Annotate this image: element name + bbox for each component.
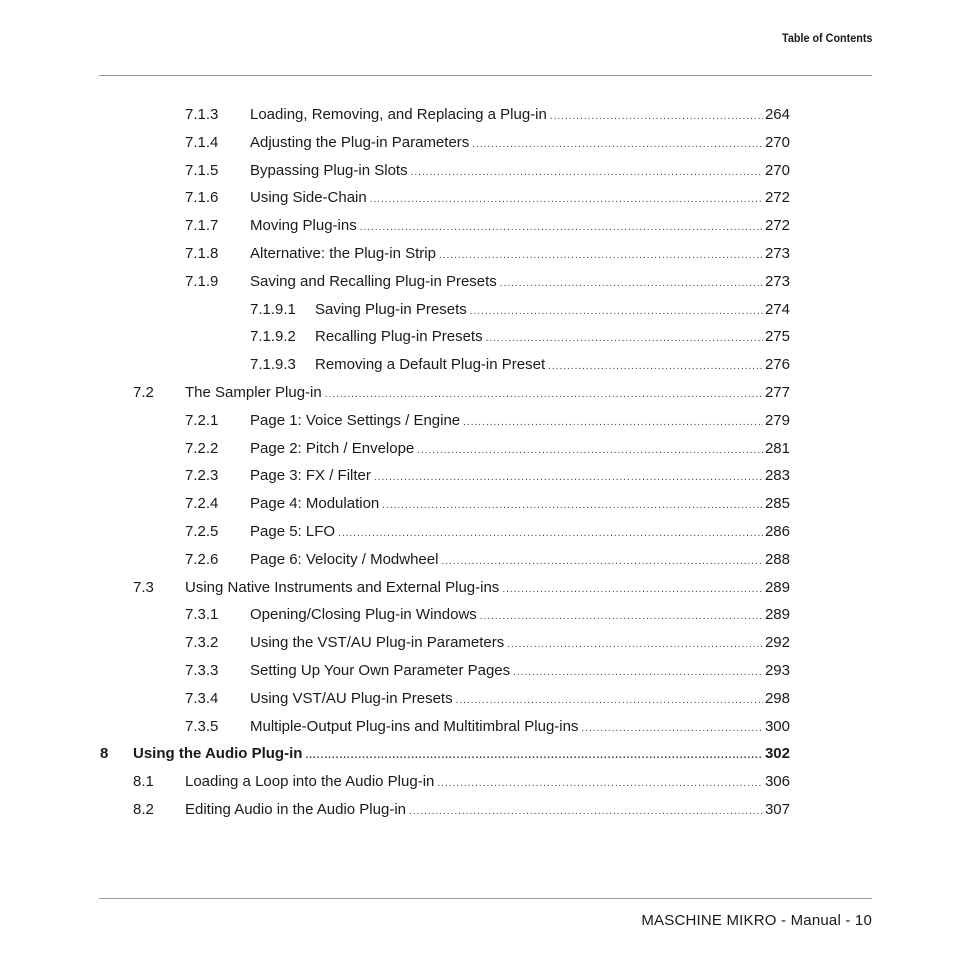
toc-entry-title[interactable]: Page 5: LFO bbox=[250, 523, 336, 540]
toc-entry[interactable] bbox=[0, 437, 954, 461]
toc-entry-title[interactable]: Multiple-Output Plug-ins and Multitimbral Plug-ins bbox=[250, 718, 579, 735]
toc-dot-leader bbox=[382, 494, 763, 518]
toc-entry[interactable] bbox=[0, 270, 954, 294]
toc-entry-page-number[interactable]: 307 bbox=[764, 801, 790, 818]
toc-entry-title[interactable]: Editing Audio in the Audio Plug-in bbox=[185, 801, 406, 818]
toc-entry-title[interactable]: Setting Up Your Own Parameter Pages bbox=[250, 662, 511, 679]
toc-entry-number: 7.2.2 bbox=[185, 440, 219, 457]
toc-entry[interactable] bbox=[0, 464, 954, 488]
toc-entry-title[interactable]: Using the Audio Plug-in bbox=[133, 745, 303, 762]
toc-dot-leader bbox=[360, 216, 763, 240]
toc-entry-number: 8 bbox=[100, 745, 109, 762]
toc-entry-number: 7.3.3 bbox=[185, 662, 219, 679]
toc-dot-leader bbox=[486, 327, 763, 351]
toc-entry-page-number[interactable]: 272 bbox=[764, 217, 790, 234]
toc-entry-line[interactable] bbox=[250, 242, 790, 268]
toc-entry-line[interactable] bbox=[315, 353, 790, 379]
toc-entry-line[interactable] bbox=[250, 214, 790, 240]
toc-entry[interactable] bbox=[0, 242, 954, 266]
toc-entry-page-number[interactable]: 286 bbox=[764, 523, 790, 540]
toc-dot-leader bbox=[456, 689, 763, 713]
toc-entry-title[interactable]: Page 4: Modulation bbox=[250, 495, 380, 512]
toc-entry-title[interactable]: Opening/Closing Plug-in Windows bbox=[250, 606, 477, 623]
toc-dot-leader bbox=[550, 105, 763, 129]
toc-entry-line[interactable] bbox=[185, 770, 790, 796]
toc-entry-page-number[interactable]: 264 bbox=[764, 106, 790, 123]
header-divider bbox=[99, 75, 872, 76]
toc-entry-page-number[interactable]: 289 bbox=[764, 579, 790, 596]
toc-entry-page-number[interactable]: 306 bbox=[764, 773, 790, 790]
toc-entry-line[interactable] bbox=[250, 464, 790, 490]
toc-entry-title[interactable]: Page 3: FX / Filter bbox=[250, 467, 371, 484]
toc-entry[interactable] bbox=[0, 409, 954, 433]
toc-entry-number: 7.1.3 bbox=[185, 106, 219, 123]
toc-dot-leader bbox=[472, 133, 763, 157]
toc-dot-leader bbox=[548, 355, 763, 379]
toc-entry-number: 7.1.5 bbox=[185, 162, 219, 179]
toc-entry-title[interactable]: Bypassing Plug-in Slots bbox=[250, 162, 408, 179]
toc-entry[interactable] bbox=[0, 603, 954, 627]
toc-entry-number: 7.1.6 bbox=[185, 189, 219, 206]
toc-entry-page-number[interactable]: 279 bbox=[764, 412, 790, 429]
toc-entry-page-number[interactable]: 275 bbox=[764, 328, 790, 345]
toc-dot-leader bbox=[463, 411, 763, 435]
toc-entry-line[interactable] bbox=[315, 325, 790, 351]
toc-entry-page-number[interactable]: 298 bbox=[764, 690, 790, 707]
toc-entry[interactable] bbox=[0, 798, 954, 822]
toc-entry[interactable] bbox=[0, 131, 954, 155]
toc-entry-title[interactable]: Loading a Loop into the Audio Plug-in bbox=[185, 773, 435, 790]
toc-dot-leader bbox=[417, 439, 763, 463]
toc-entry-line[interactable] bbox=[250, 270, 790, 296]
toc-entry-title[interactable]: Adjusting the Plug-in Parameters bbox=[250, 134, 470, 151]
toc-entry[interactable] bbox=[0, 715, 954, 739]
toc-entry-number: 7.1.9.2 bbox=[250, 328, 296, 345]
toc-entry-page-number[interactable]: 273 bbox=[764, 273, 790, 290]
toc-entry[interactable] bbox=[0, 381, 954, 405]
toc-entry-page-number[interactable]: 272 bbox=[764, 189, 790, 206]
toc-entry-line[interactable] bbox=[250, 186, 790, 212]
toc-dot-leader bbox=[480, 605, 763, 629]
toc-dot-leader bbox=[441, 550, 763, 574]
page-header-title: Table of Contents bbox=[781, 31, 872, 45]
toc-entry-number: 7.1.8 bbox=[185, 245, 219, 262]
toc-dot-leader bbox=[325, 383, 763, 407]
toc-entry-line[interactable] bbox=[250, 131, 790, 157]
toc-dot-leader bbox=[513, 661, 763, 685]
toc-entry-page-number[interactable]: 285 bbox=[764, 495, 790, 512]
toc-entry[interactable] bbox=[0, 325, 954, 349]
toc-entry-page-number[interactable]: 273 bbox=[764, 245, 790, 262]
toc-entry-number: 7.3.5 bbox=[185, 718, 219, 735]
toc-entry-title[interactable]: Saving Plug-in Presets bbox=[315, 301, 467, 318]
toc-entry-line[interactable] bbox=[250, 492, 790, 518]
toc-entry-line[interactable] bbox=[250, 437, 790, 463]
toc-entry[interactable] bbox=[0, 659, 954, 683]
toc-entry-number: 7.1.7 bbox=[185, 217, 219, 234]
toc-entry-line[interactable] bbox=[185, 576, 790, 602]
toc-entry-line[interactable] bbox=[315, 298, 790, 324]
toc-dot-leader bbox=[411, 161, 763, 185]
toc-dot-leader bbox=[581, 717, 762, 741]
toc-entry[interactable] bbox=[0, 186, 954, 210]
toc-dot-leader bbox=[470, 300, 763, 324]
toc-entry[interactable] bbox=[0, 159, 954, 183]
toc-entry-title[interactable]: Using VST/AU Plug-in Presets bbox=[250, 690, 453, 707]
toc-entry-title[interactable]: Loading, Removing, and Replacing a Plug-in bbox=[250, 106, 547, 123]
toc-entry[interactable] bbox=[0, 631, 954, 655]
toc-entry[interactable] bbox=[0, 298, 954, 322]
toc-entry-number: 7.3 bbox=[133, 579, 154, 596]
toc-entry-page-number[interactable]: 283 bbox=[764, 467, 790, 484]
toc-entry-page-number[interactable]: 293 bbox=[764, 662, 790, 679]
toc-entry-title[interactable]: Using the VST/AU Plug-in Parameters bbox=[250, 634, 505, 651]
toc-entry-line[interactable] bbox=[250, 631, 790, 657]
toc-entry-line[interactable] bbox=[133, 742, 790, 768]
toc-dot-leader bbox=[370, 188, 763, 212]
toc-entry-line[interactable] bbox=[250, 659, 790, 685]
toc-entry-page-number[interactable]: 302 bbox=[764, 745, 790, 762]
toc-entry[interactable] bbox=[0, 687, 954, 711]
toc-entry[interactable] bbox=[0, 548, 954, 572]
toc-entry-title[interactable]: Page 6: Velocity / Modwheel bbox=[250, 551, 439, 568]
toc-entry-line[interactable] bbox=[250, 715, 790, 741]
toc-dot-leader bbox=[305, 744, 763, 768]
toc-entry-line[interactable] bbox=[250, 548, 790, 574]
toc-entry-page-number[interactable]: 281 bbox=[764, 440, 790, 457]
toc-entry-page-number[interactable]: 270 bbox=[764, 162, 790, 179]
toc-dot-leader bbox=[500, 272, 763, 296]
toc-entry-title[interactable]: Removing a Default Plug-in Preset bbox=[315, 356, 546, 373]
toc-entry-title[interactable]: Page 1: Voice Settings / Engine bbox=[250, 412, 461, 429]
page-footer: MASCHINE MIKRO - Manual - 10 bbox=[641, 912, 872, 929]
toc-entry[interactable] bbox=[0, 520, 954, 544]
footer-divider bbox=[99, 898, 872, 899]
toc-entry-number: 7.2.1 bbox=[185, 412, 219, 429]
toc-entry-number: 7.1.4 bbox=[185, 134, 219, 151]
toc-entry-line[interactable] bbox=[250, 409, 790, 435]
toc-entry-number: 7.1.9 bbox=[185, 273, 219, 290]
toc-entry-number: 8.1 bbox=[133, 773, 154, 790]
toc-entry[interactable] bbox=[0, 576, 954, 600]
toc-entry-number: 7.2.5 bbox=[185, 523, 219, 540]
toc-entry-number: 7.1.9.1 bbox=[250, 301, 296, 318]
toc-entry-page-number[interactable]: 292 bbox=[764, 634, 790, 651]
toc-dot-leader bbox=[437, 772, 763, 796]
toc-entry-line[interactable] bbox=[185, 798, 790, 824]
toc-entry-number: 7.1.9.3 bbox=[250, 356, 296, 373]
toc-entry-number: 7.2.4 bbox=[185, 495, 219, 512]
toc-entry-number: 8.2 bbox=[133, 801, 154, 818]
toc-entry-page-number[interactable]: 289 bbox=[764, 606, 790, 623]
toc-entry-line[interactable] bbox=[250, 159, 790, 185]
toc-entry[interactable] bbox=[0, 353, 954, 377]
toc-entry-page-number[interactable]: 270 bbox=[764, 134, 790, 151]
toc-entry-title[interactable]: Recalling Plug-in Presets bbox=[315, 328, 483, 345]
toc-entry-title[interactable]: Saving and Recalling Plug-in Presets bbox=[250, 273, 497, 290]
toc-entry-page-number[interactable]: 288 bbox=[764, 551, 790, 568]
toc-entry-page-number[interactable]: 277 bbox=[764, 384, 790, 401]
toc-dot-leader bbox=[439, 244, 763, 268]
toc-entry-line[interactable] bbox=[250, 603, 790, 629]
toc-entry-title[interactable]: The Sampler Plug-in bbox=[185, 384, 322, 401]
toc-entry-number: 7.2.6 bbox=[185, 551, 219, 568]
toc-entry-number: 7.3.4 bbox=[185, 690, 219, 707]
toc-dot-leader bbox=[507, 633, 763, 657]
toc-entry[interactable] bbox=[0, 770, 954, 794]
toc-entry-title[interactable]: Alternative: the Plug-in Strip bbox=[250, 245, 436, 262]
toc-entry-title[interactable]: Using Side-Chain bbox=[250, 189, 367, 206]
toc-entry-line[interactable] bbox=[250, 520, 790, 546]
toc-entry-title[interactable]: Page 2: Pitch / Envelope bbox=[250, 440, 415, 457]
toc-entry-page-number[interactable]: 274 bbox=[764, 301, 790, 318]
toc-entry[interactable] bbox=[0, 492, 954, 516]
toc-entry-line[interactable] bbox=[250, 103, 790, 129]
toc-entry[interactable] bbox=[0, 214, 954, 238]
toc-entry-number: 7.3.2 bbox=[185, 634, 219, 651]
toc-entry[interactable] bbox=[0, 742, 954, 766]
toc-entry[interactable] bbox=[0, 103, 954, 127]
toc-dot-leader bbox=[502, 578, 763, 602]
toc-entry-page-number[interactable]: 300 bbox=[764, 718, 790, 735]
toc-entry-number: 7.2.3 bbox=[185, 467, 219, 484]
toc-entry-number: 7.3.1 bbox=[185, 606, 219, 623]
toc-dot-leader bbox=[409, 800, 763, 824]
toc-entry-title[interactable]: Using Native Instruments and External Plug-ins bbox=[185, 579, 500, 596]
toc-entry-line[interactable] bbox=[250, 687, 790, 713]
toc-dot-leader bbox=[374, 466, 763, 490]
toc-entry-line[interactable] bbox=[185, 381, 790, 407]
toc-entry-number: 7.2 bbox=[133, 384, 154, 401]
toc-entry-page-number[interactable]: 276 bbox=[764, 356, 790, 373]
toc-entry-title[interactable]: Moving Plug-ins bbox=[250, 217, 357, 234]
toc-dot-leader bbox=[338, 522, 763, 546]
